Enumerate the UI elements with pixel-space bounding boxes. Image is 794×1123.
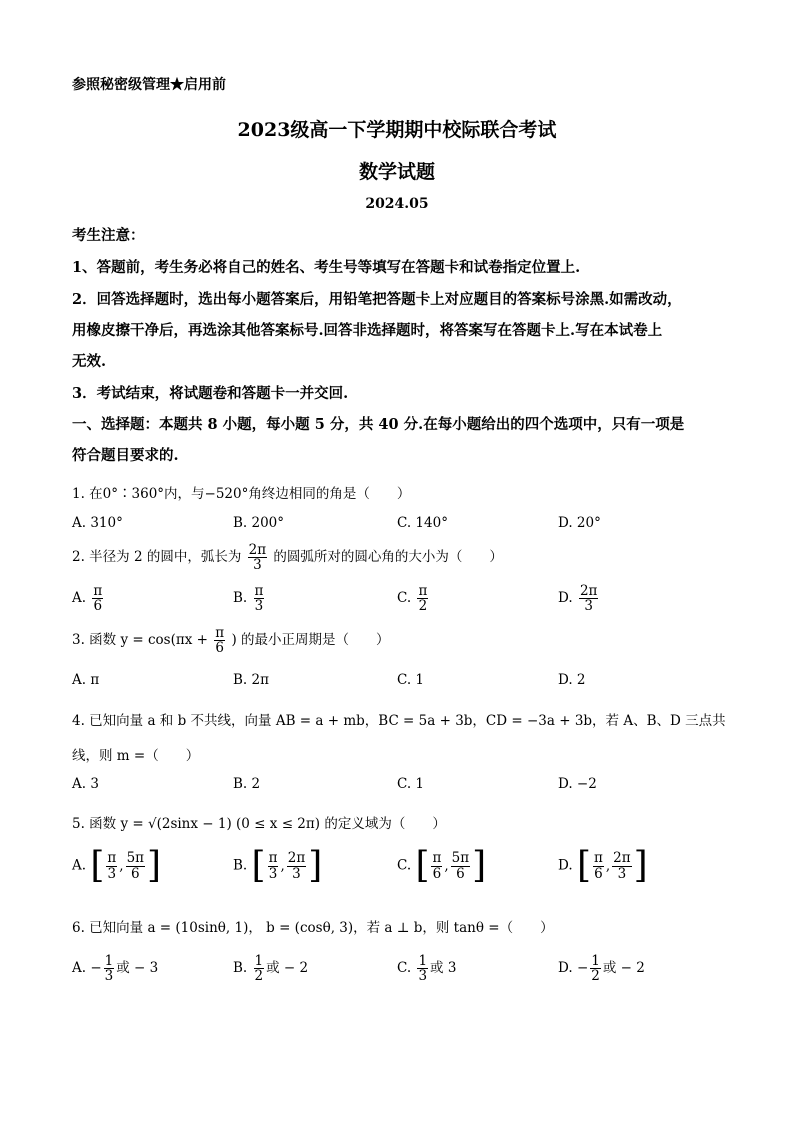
notice-heading: 考生注意： xyxy=(72,227,145,244)
q5-option-c: C. [ $\frac{\pi}{6}$ , $\frac{5\pi}{6}$ ] xyxy=(397,845,487,886)
notice-item-2-line-1: 2．回答选择题时，选出每小题答案后，用铅笔把答题卡上对应题目的答案标号涂黑.如需改动， xyxy=(72,291,682,308)
notice-item-2-line-3: 无效. xyxy=(72,353,107,370)
q5-option-d: D. [ $\frac{\pi}{6}$ , $\frac{2\pi}{3}$ ] xyxy=(558,845,648,886)
q5-option-b: B. [ $\frac{\pi}{3}$ , $\frac{2\pi}{3}$ ] xyxy=(233,845,323,886)
q4-option-b: B. 2 xyxy=(233,776,261,792)
q2-stem-post: 的圆弧所对的圆心角的大小为（ ） xyxy=(273,549,503,566)
q2-option-c: C. $\frac{\pi}{2}$ xyxy=(397,583,428,615)
section-heading-line-1: 一、选择题：本题共 8 小题，每小题 5 分，共 40 分.在每小题给出的四个选项中，只有一项是 xyxy=(72,416,685,433)
q2-option-d: D. $\frac{2\pi}{3}$ xyxy=(558,583,598,615)
q1-option-a: A. 310° xyxy=(72,515,123,531)
question-1-stem: 1. 在0°∶360°内，与−520°角终边相同的角是（ ） xyxy=(72,486,411,502)
q6-option-c: C. $\frac{1}{3}$ 或 3 xyxy=(397,953,457,985)
notice-item-2-line-2: 用橡皮擦干净后，再选涂其他答案标号.回答非选择题时，将答案写在答题卡上.写在本试卷上 xyxy=(72,322,663,339)
question-2-stem xyxy=(72,543,503,572)
q4-option-a: A. 3 xyxy=(72,776,99,792)
q2-option-a: A. $\frac{\pi}{6}$ xyxy=(72,583,103,615)
question-4-stem-line-2: 线，则 m =（ ） xyxy=(72,748,200,764)
question-3-stem: 3. 函数 y = cos(πx + $\frac{\pi}{6}$ ) 的最小正周期是（ ） xyxy=(72,625,390,657)
q3-option-a: A. π xyxy=(72,672,100,688)
secrecy-label: 参照秘密级管理★启用前 xyxy=(72,77,226,93)
question-6-stem: 6. 已知向量 a = (10sinθ, 1)， b = (cosθ, 3)，若 a ⊥ b，则 tanθ =（ ） xyxy=(72,920,554,936)
q6-option-d: D. − $\frac{1}{2}$ 或 − 2 xyxy=(558,953,645,985)
exam-date: 2024.05 xyxy=(365,196,429,212)
q4-option-c: C. 1 xyxy=(397,776,425,792)
q3-option-b: B. 2π xyxy=(233,672,269,688)
q1-option-b: B. 200° xyxy=(233,515,285,531)
q2-option-b: B. $\frac{\pi}{3}$ xyxy=(233,583,264,615)
notice-item-3: 3．考试结束，将试题卷和答题卡一并交回. xyxy=(72,385,349,402)
subject-title: 数学试题 xyxy=(358,161,435,183)
q6-option-b: B. $\frac{1}{2}$ 或 − 2 xyxy=(233,953,309,985)
q2-stem-pre: 2. 半径为 2 的圆中，弧长为 xyxy=(72,549,242,566)
section-heading-line-2: 符合题目要求的. xyxy=(72,447,179,464)
question-5-stem: 5. 函数 y = √(2sinx − 1) (0 ≤ x ≤ 2π) 的定义域为（ ） xyxy=(72,816,446,832)
q3-stem-fraction: $\frac{\pi}{6}$ xyxy=(215,625,225,657)
q6-option-a: A. − $\frac{1}{3}$ 或 − 3 xyxy=(72,953,159,985)
question-4-stem-line-1: 4. 已知向量 a 和 b 不共线，向量 AB = a + mb，BC = 5a + 3b，CD = −3a + 3b，若 A、B、D 三点共 xyxy=(72,713,726,729)
q4-option-d: D. −2 xyxy=(558,776,597,792)
exam-title: 2023级高一下学期期中校际联合考试 xyxy=(237,119,557,141)
q5-option-a: A. [ $\frac{\pi}{3}$ , $\frac{5\pi}{6}$ ] xyxy=(72,845,162,886)
q3-option-c: C. 1 xyxy=(397,672,425,688)
q3-option-d: D. 2 xyxy=(558,672,586,688)
q1-option-c: C. 140° xyxy=(397,515,448,531)
q1-option-d: D. 20° xyxy=(558,515,601,531)
notice-item-1: 1、答题前，考生务必将自己的姓名、考生号等填写在答题卡和试卷指定位置上. xyxy=(72,259,581,276)
q2-stem-fraction: $\frac{2\pi}{3}$ xyxy=(248,542,267,574)
